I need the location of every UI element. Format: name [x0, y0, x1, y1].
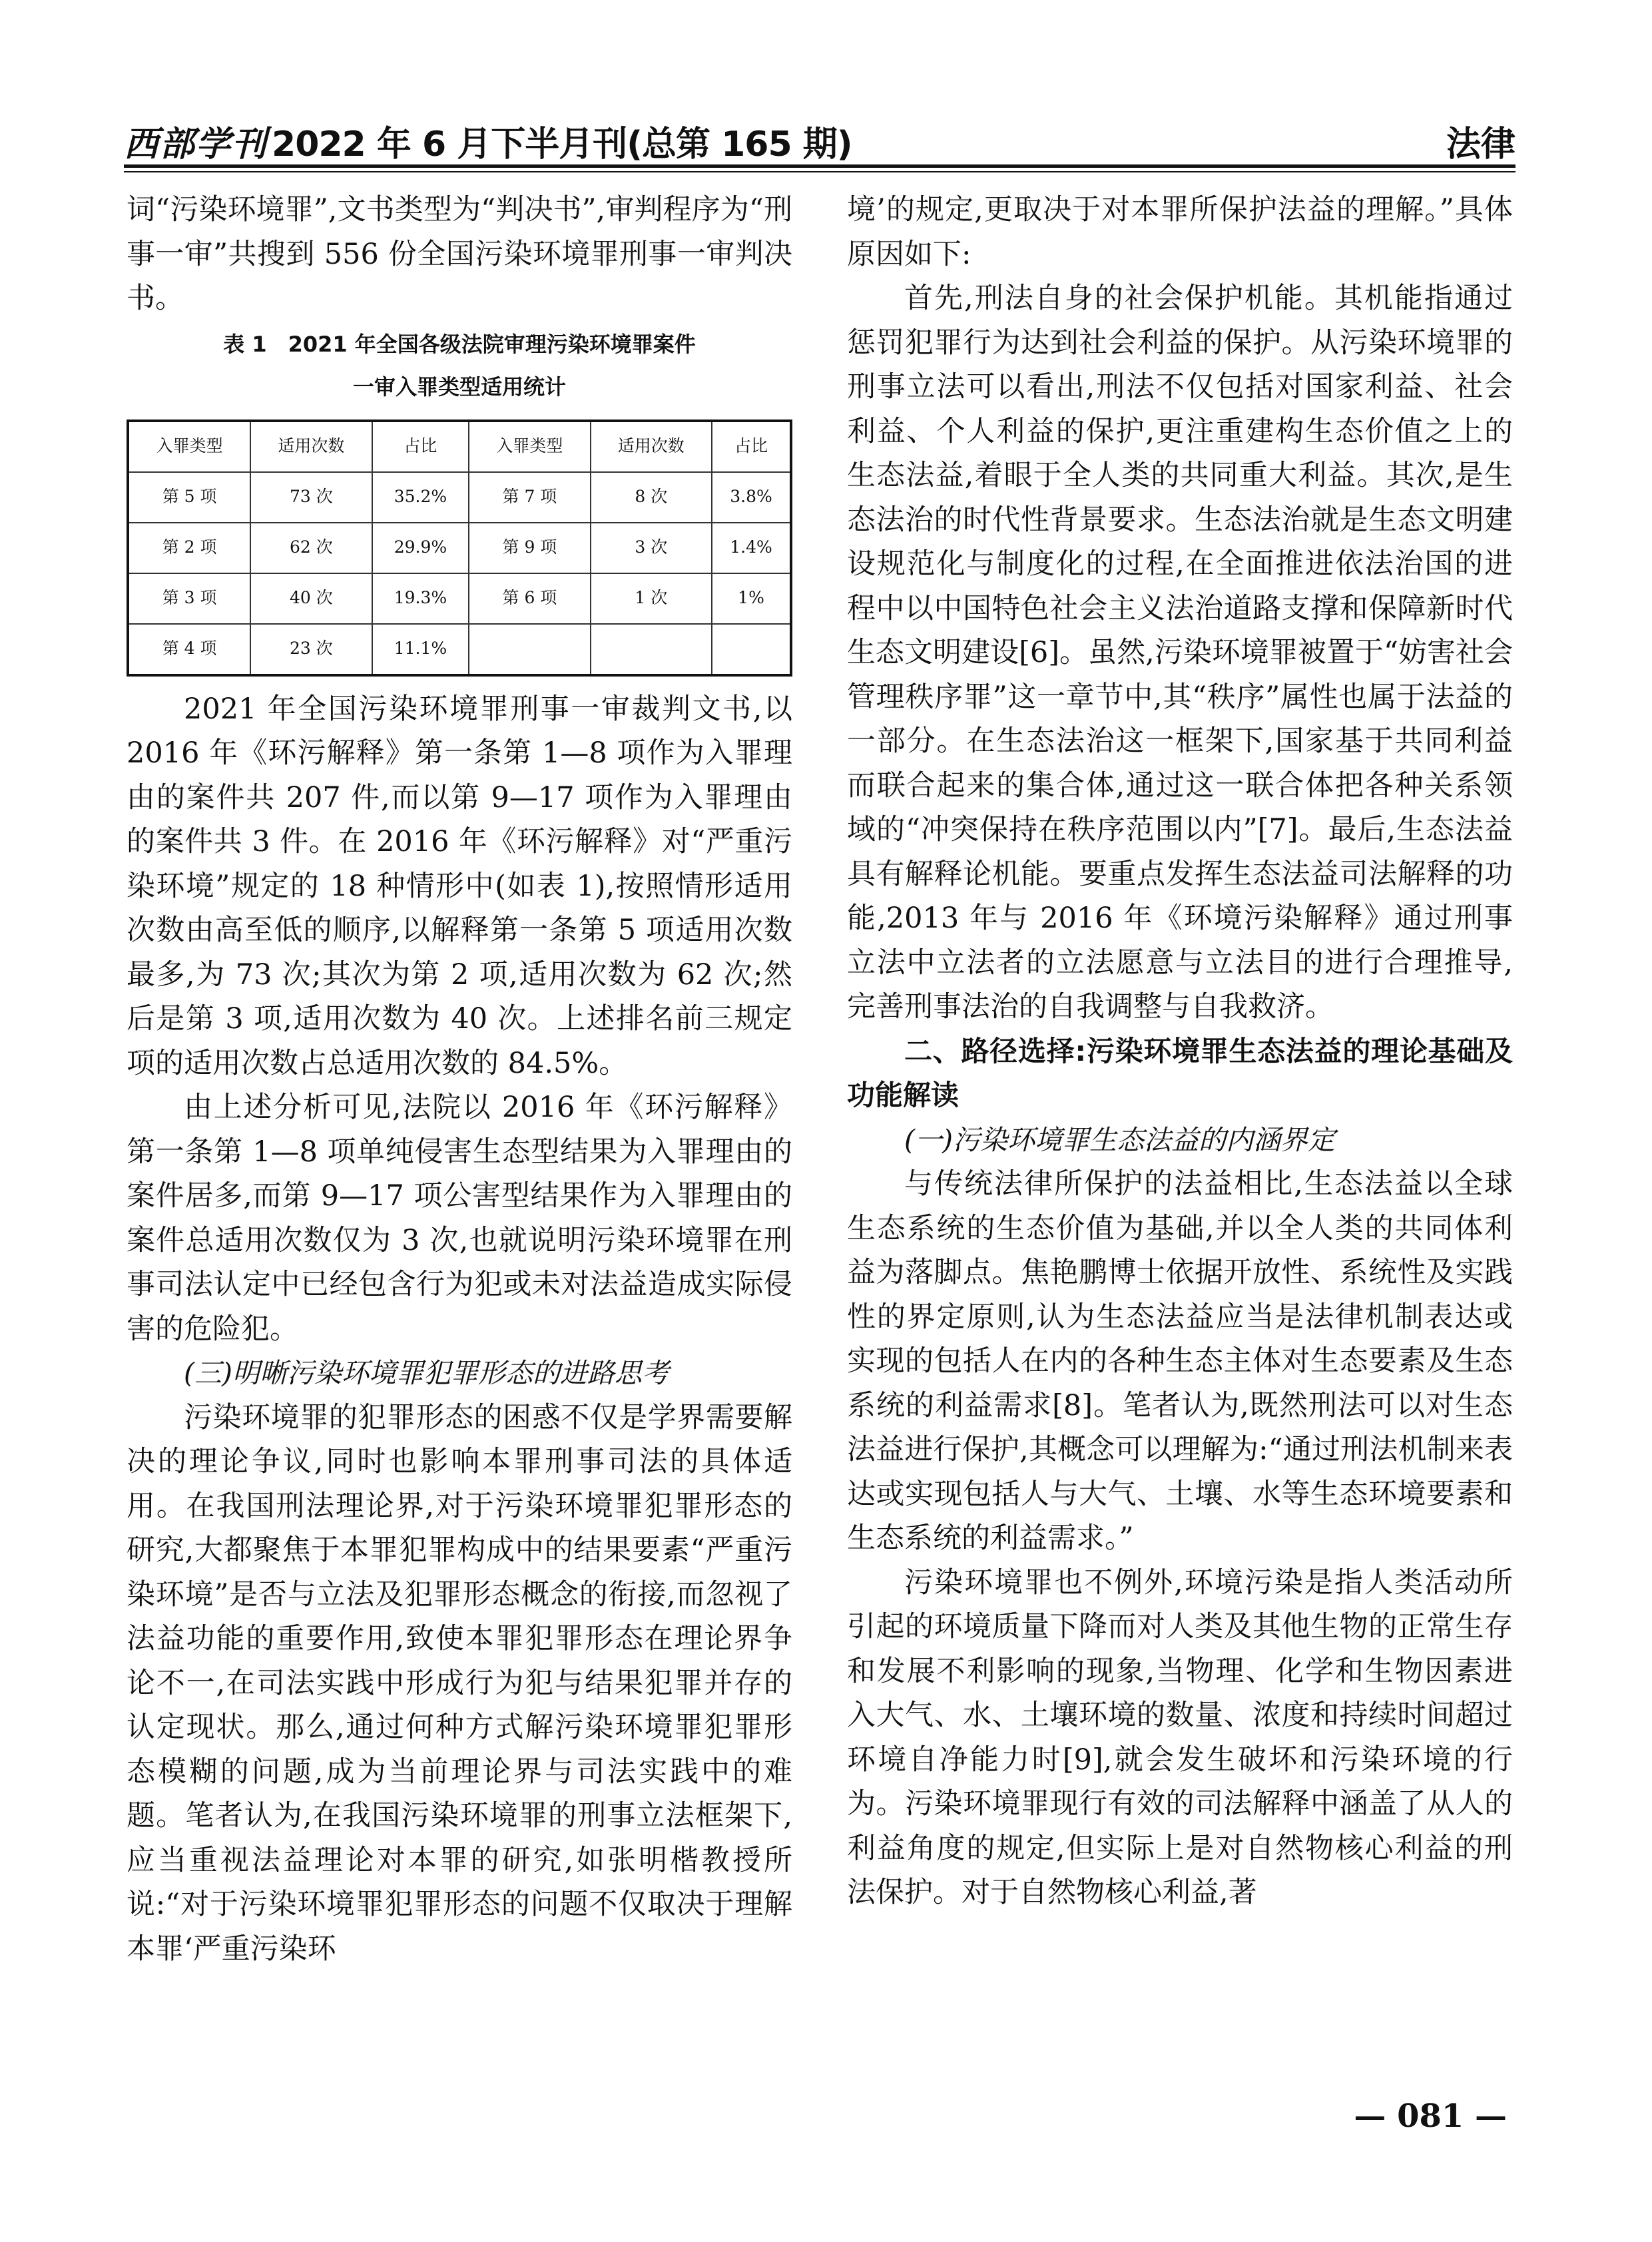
table-cell: 第 9 项 [469, 523, 590, 573]
header-rule-thin [124, 171, 1515, 172]
table-cell: 11.1% [372, 624, 469, 675]
table-header-cell: 占比 [712, 421, 791, 472]
table-cell: 8 次 [591, 472, 712, 523]
table-cell: 1% [712, 573, 791, 624]
page-header [124, 112, 1515, 165]
table-cell: 第 5 项 [128, 472, 250, 523]
table-cell: 1.4% [712, 523, 791, 573]
table-header-cell: 适用次数 [250, 421, 372, 472]
journal-title [124, 116, 852, 166]
subsection-heading: (三)明晰污染环境罪犯罪形态的进路思考 [184, 1357, 669, 1389]
paragraph-analysis: 由上述分析可见,法院以 2016 年《环污解释》第一条第 1—8 项单纯侵害生态型结果为入罪理由的案件居多,而第 9—17 项公害型结果作为入罪理由的案件总适用次数仅为 3 次,也就说明污染环境罪在刑事司法认定中已经包含行为犯或未对法益造成实际侵害的危险犯。 [127, 1091, 792, 1346]
table-cell: 19.3% [372, 573, 469, 624]
paragraph-continuation: 境’的规定,更取决于对本罪所保护法益的理解。”具体原因如下: [847, 193, 1513, 271]
table-row [128, 523, 791, 573]
table-header-row [128, 421, 791, 472]
table-row [128, 624, 791, 675]
table-cell: 73 次 [250, 472, 372, 523]
table-cell: 1 次 [591, 573, 712, 624]
table-cell: 3 次 [591, 523, 712, 573]
paragraph-intro: 词“污染环境罪”,文书类型为“判决书”,审判程序为“刑事一审”共搜到 556 份全国污染环境罪刑事一审判决书。 [127, 193, 792, 315]
table-header-cell: 入罪类型 [128, 421, 250, 472]
section-label: 法律 [1446, 125, 1515, 164]
paragraph-pollution: 污染环境罪也不例外,环境污染是指人类活动所引起的环境质量下降而对人类及其他生物的正常生存和发展不利影响的现象,当物理、化学和生物因素进入大气、水、土壤环境的数量、浓度和持续时间超过环境自净能力时[9],就会发生破坏和污染环境的行为。污染环境罪现行有效的司法解释中涵盖了从人的利益角度的规定,但实际上是对自然物核心利益的刑法保护。对于自然物核心利益,著 [847, 1565, 1513, 1909]
table-cell: 3.8% [712, 472, 791, 523]
table-header-cell: 占比 [372, 421, 469, 472]
section-heading: 二、路径选择:污染环境罪生态法益的理论基础及功能解读 [847, 1034, 1513, 1111]
paragraph-reasons: 首先,刑法自身的社会保护机能。其机能指通过惩罚犯罪行为达到社会利益的保护。从污染环境罪的刑事立法可以看出,刑法不仅包括对国家利益、社会利益、个人利益的保护,更注重建构生态价值之上的生态法益,着眼于全人类的共同重大利益。其次,是生态法治的时代性背景要求。生态法治就是生态文明建设规范化与制度化的过程,在全面推进依法治国的进程中以中国特色社会主义法治道路支撑和保障新时代生态文明建设[6]。虽然,污染环境罪被置于“妨害社会管理秩序罪”这一章节中,其“秩序”属性也属于法益的一部分。在生态法治这一框架下,国家基于共同利益而联合起来的集合体,通过这一联合体把各种关系领域的“冲突保持在秩序范围以内”[7]。最后,生态法益具有解释论机能。要重点发挥生态法益司法解释的功能,2013 年与 2016 年《环境污染解释》通过刑事立法中立法者的立法愿意与立法目的进行合理推导,完善刑事法治的自我调整与自我救济。 [847, 282, 1513, 1023]
table-cell: 第 3 项 [128, 573, 250, 624]
table-cell: 第 2 项 [128, 523, 250, 573]
table-cell [591, 624, 712, 675]
table-caption-line-2: 一审入罪类型适用统计 [352, 374, 566, 400]
left-column [127, 188, 792, 1971]
table-row [128, 472, 791, 523]
table-cell: 第 6 项 [469, 573, 590, 624]
table-header-cell: 适用次数 [591, 421, 712, 472]
table-cell: 62 次 [250, 523, 372, 573]
table-cell: 23 次 [250, 624, 372, 675]
table-cell: 40 次 [250, 573, 372, 624]
paragraph-crime-form: 污染环境罪的犯罪形态的困惑不仅是学界需要解决的理论争议,同时也影响本罪刑事司法的具体适用。在我国刑法理论界,对于污染环境罪犯罪形态的研究,大都聚焦于本罪犯罪构成中的结果要素“严重污染环境”是否与立法及犯罪形态概念的衔接,而忽视了法益功能的重要作用,致使本罪犯罪形态在理论界争论不一,在司法实践中形成行为犯与结果犯罪并存的认定现状。那么,通过何种方式解污染环境罪犯罪形态模糊的问题,成为当前理论界与司法实践中的难题。笔者认为,在我国污染环境罪的刑事立法框架下,应当重视法益理论对本罪的研究,如张明楷教授所说:“对于污染环境罪犯罪形态的问题不仅取决于理解本罪‘严重污染环 [127, 1400, 792, 1966]
table-header-cell: 入罪类型 [469, 421, 590, 472]
journal-logo: 西部学刊 [124, 124, 268, 164]
table-cell [712, 624, 791, 675]
page-number: — 081 — [1354, 2098, 1507, 2135]
subsection-heading: (一)污染环境罪生态法益的内涵界定 [904, 1123, 1335, 1156]
table-cell: 第 4 项 [128, 624, 250, 675]
table-cell [469, 624, 590, 675]
table-caption-line-1: 表 1 2021 年全国各级法院审理污染环境罪案件 [223, 331, 696, 357]
paragraph-definition: 与传统法律所保护的法益相比,生态法益以全球生态系统的生态价值为基础,并以全人类的共同体利益为落脚点。焦艳鹏博士依据开放性、系统性及实践性的界定原则,认为生态法益应当是法律机制表达或实现的包括人在内的各种生态主体对生态要素及生态系统的利益需求[8]。笔者认为,既然刑法可以对生态法益进行保护,其概念可以理解为:“通过刑法机制来表达或实现包括人与大气、土壤、水等生态环境要素和生态系统的利益需求。” [847, 1167, 1513, 1555]
table-row [128, 573, 791, 624]
paragraph-statistics: 2021 年全国污染环境罪刑事一审裁判文书,以 2016 年《环污解释》第一条第 1—8 项作为入罪理由的案件共 207 件,而以第 9—17 项作为入罪理由的案件共 3 件。在 2016 年《环污解释》对“严重污染环境”规定的 18 种情形中(如表 1),按照情形适用次数由高至低的顺序,以解释第一条第 5 项适用次数最多,为 73 次;其次为第 2 项,适用次数为 62 次;然后是第 3 项,适用次数为 40 次。上述排名前三规定项的适用次数占总适用次数的 84.5%。 [127, 692, 792, 1080]
header-rule-thick [124, 164, 1515, 168]
issue-info: 2022 年 6 月下半月刊(总第 165 期) [272, 125, 852, 164]
table-cell: 29.9% [372, 523, 469, 573]
right-column [847, 188, 1513, 1915]
table-cell: 35.2% [372, 472, 469, 523]
statistics-table [127, 420, 792, 677]
table-cell: 第 7 项 [469, 472, 590, 523]
